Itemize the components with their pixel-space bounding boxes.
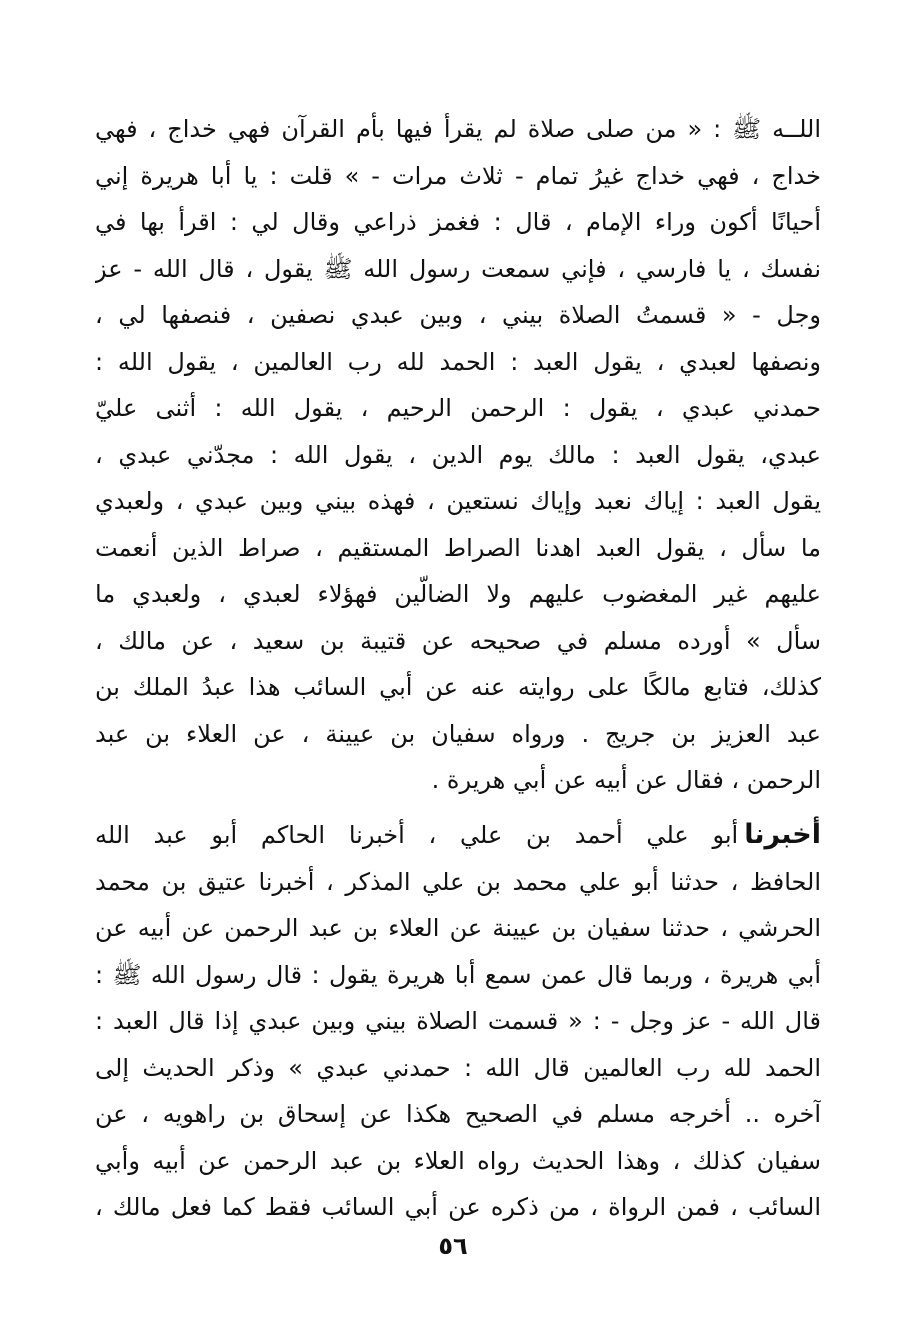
first-line-text: أبو علي أحمد بن علي ، أخبرنا الحاكم أبو عبد الله	[95, 821, 739, 849]
text-line: كذلك، فتابع مالكًا على روايته عنه عن أبي السائب هذا عبدُ الملك بن	[95, 673, 821, 701]
paragraph-hadith-text	[95, 106, 821, 804]
page-number: ٥٦	[438, 1232, 468, 1260]
paragraph-isnad-text	[95, 812, 821, 1231]
text-line: ونصفها لعبدي ، يقول العبد : الحمد لله رب العالمين ، يقول الله :	[95, 347, 821, 376]
text-line: أحيانًا أكون وراء الإمام ، قال : فغمز ذراعي وقال لي : اقرأ بها في	[95, 208, 821, 236]
text-line: الحمد لله رب العالمين قال الله : حمدني عبدي » وذكر الحديث إلى	[95, 1053, 821, 1082]
text-line: حمدني عبدي ، يقول : الرحمن الرحيم ، يقول الله : أثنى عليّ	[95, 394, 821, 422]
text-line: أبي هريرة ، وربما قال عمن سمع أبا هريرة يقول : قال رسول الله ﷺ :	[95, 960, 821, 989]
text-line: اللــه ﷺ : « من صلى صلاة لم يقرأ فيها بأم القرآن فهي خداج ، فهي	[95, 115, 821, 143]
lead-word: أخبرنا	[744, 819, 821, 850]
text-line: الرحمن ، فقال عن أبيه عن أبي هريرة .	[431, 766, 821, 794]
text-line: سفيان كذلك ، وهذا الحديث رواه العلاء بن عبد الرحمن عن أبيه وأبي	[95, 1146, 821, 1175]
text-line: السائب ، فمن الرواة ، من ذكره عن أبي السائب فقط كما فعل مالك ،	[95, 1193, 821, 1221]
text-line-first	[95, 812, 821, 859]
text-line: خداج ، فهي خداج غيرُ تمام - ثلاث مرات - » قلت : يا أبا هريرة إني	[95, 161, 821, 190]
text-line: ما سأل ، يقول العبد اهدنا الصراط المستقيم ، صراط الذين أنعمت	[95, 533, 821, 562]
text-line: وجل - « قسمتُ الصلاة بيني ، وبين عبدي نصفين ، فنصفها لي ،	[95, 301, 821, 329]
text-line: سأل » أورده مسلم في صحيحه عن قتيبة بن سعيد ، عن مالك ،	[95, 626, 821, 655]
text-line: عبد العزيز بن جريج . ورواه سفيان بن عيينة ، عن العلاء بن عبد	[95, 719, 821, 748]
text-line: عبدي، يقول العبد : مالك يوم الدين ، يقول الله : مجدّني عبدي ،	[95, 440, 821, 469]
text-line: الحرشي ، حدثنا سفيان بن عيينة عن العلاء بن عبد الرحمن عن أبيه عن	[95, 914, 821, 942]
text-line: يقول العبد : إياك نعبد وإياك نستعين ، فهذه بيني وبين عبدي ، ولعبدي	[95, 487, 821, 515]
text-line: آخره .. أخرجه مسلم في الصحيح هكذا عن إسحاق بن راهويه ، عن	[95, 1100, 821, 1128]
text-line: عليهم غير المغضوب عليهم ولا الضالّين فهؤلاء لعبدي ، ولعبدي ما	[95, 580, 821, 608]
text-line: قال الله - عز وجل - : « قسمت الصلاة بيني وبين عبدي إذا قال العبد :	[95, 1007, 821, 1035]
text-line: نفسك ، يا فارسي ، فإني سمعت رسول الله ﷺ يقول ، قال الله - عز	[95, 254, 821, 283]
text-line: الحافظ ، حدثنا أبو علي محمد بن علي المذكر ، أخبرنا عتيق بن محمد	[95, 867, 821, 896]
